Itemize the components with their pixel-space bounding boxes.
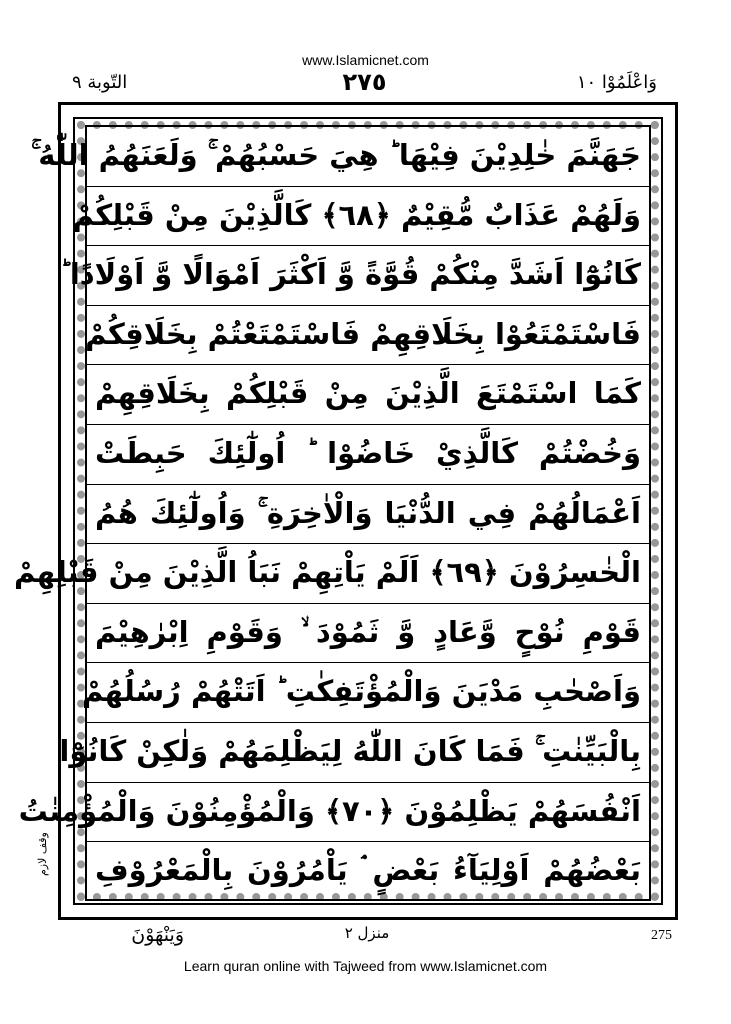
site-url: www.Islamicnet.com [302, 52, 429, 68]
verse-line: اَنْفُسَهُمْ يَظْلِمُوْنَ ﴿٧٠﴾ وَالْمُؤْمِنُوْنَ وَالْمُؤْمِنٰتُ [87, 783, 649, 843]
verse-line: بِالْبَيِّنٰتِ ۚ فَمَا كَانَ اللّٰهُ لِيَظْلِمَهُمْ وَلٰكِنْ كَانُوْٓا [87, 723, 649, 783]
juz-name: وَاعْلَمُوْا ١٠ [576, 72, 657, 93]
verse-line: وَاَصْحٰبِ مَدْيَنَ وَالْمُؤْتَفِكٰتِ ؕ اَتَتْهُمْ رُسُلُهُمْ [87, 663, 649, 723]
verse-line: وَلَهُمْ عَذَابٌ مُّقِيْمٌ ﴿٦٨﴾ كَالَّذِيْنَ مِنْ قَبْلِكُمْ [87, 187, 649, 247]
surah-name: التّوبة ٩ [72, 72, 128, 93]
page-number-arabic: ٢٧٥ [342, 68, 387, 96]
verse-line: اَعْمَالُهُمْ فِي الدُّنْيَا وَالْاٰخِرَةِ ۚ وَاُولٰٓئِكَ هُمُ [87, 485, 649, 545]
page-header [62, 70, 667, 100]
verse-line: جَهَنَّمَ خٰلِدِيْنَ فِيْهَا ؕ هِيَ حَسْبُهُمْ ۚ وَلَعَنَهُمُ اللّٰهُ ۚ [87, 127, 649, 187]
catchword: وَيَنْهَوْنَ [131, 924, 184, 946]
page-footer [62, 924, 672, 954]
verse-line: الْخٰسِرُوْنَ ﴿٦٩﴾ اَلَمْ يَاْتِهِمْ نَبَاُ الَّذِيْنَ مِنْ قَبْلِهِمْ [87, 544, 649, 604]
page-number: 275 [651, 928, 672, 943]
verse-line: وَخُضْتُمْ كَالَّذِيْ خَاضُوْا ؕ اُولٰٓئِكَ حَبِطَتْ [87, 425, 649, 485]
margin-note: وقف لازم [36, 832, 49, 876]
verse-line: كَمَا اسْتَمْتَعَ الَّذِيْنَ مِنْ قَبْلِكُمْ بِخَلَاقِهِمْ [87, 365, 649, 425]
verse-line: كَانُوْٓا اَشَدَّ مِنْكُمْ قُوَّةً وَّ اَكْثَرَ اَمْوَالًا وَّ اَوْلَادًا ؕ [87, 246, 649, 306]
manzil-label: منزل ٢ [344, 924, 390, 942]
verse-line: قَوْمِ نُوْحٍ وَّعَادٍ وَّ ثَمُوْدَ ۙ وَقَوْمِ اِبْرٰهِيْمَ [87, 604, 649, 664]
verse-line: بَعْضُهُمْ اَوْلِيَآءُ بَعْضٍ ۘ يَاْمُرُوْنَ بِالْمَعْرُوْفِ [95, 853, 641, 888]
bottom-caption: Learn quran online with Tajweed from www.Islamicnet.com [183, 958, 548, 974]
verse-line: فَاسْتَمْتَعُوْا بِخَلَاقِهِمْ فَاسْتَمْتَعْتُمْ بِخَلَاقِكُمْ [87, 306, 649, 366]
